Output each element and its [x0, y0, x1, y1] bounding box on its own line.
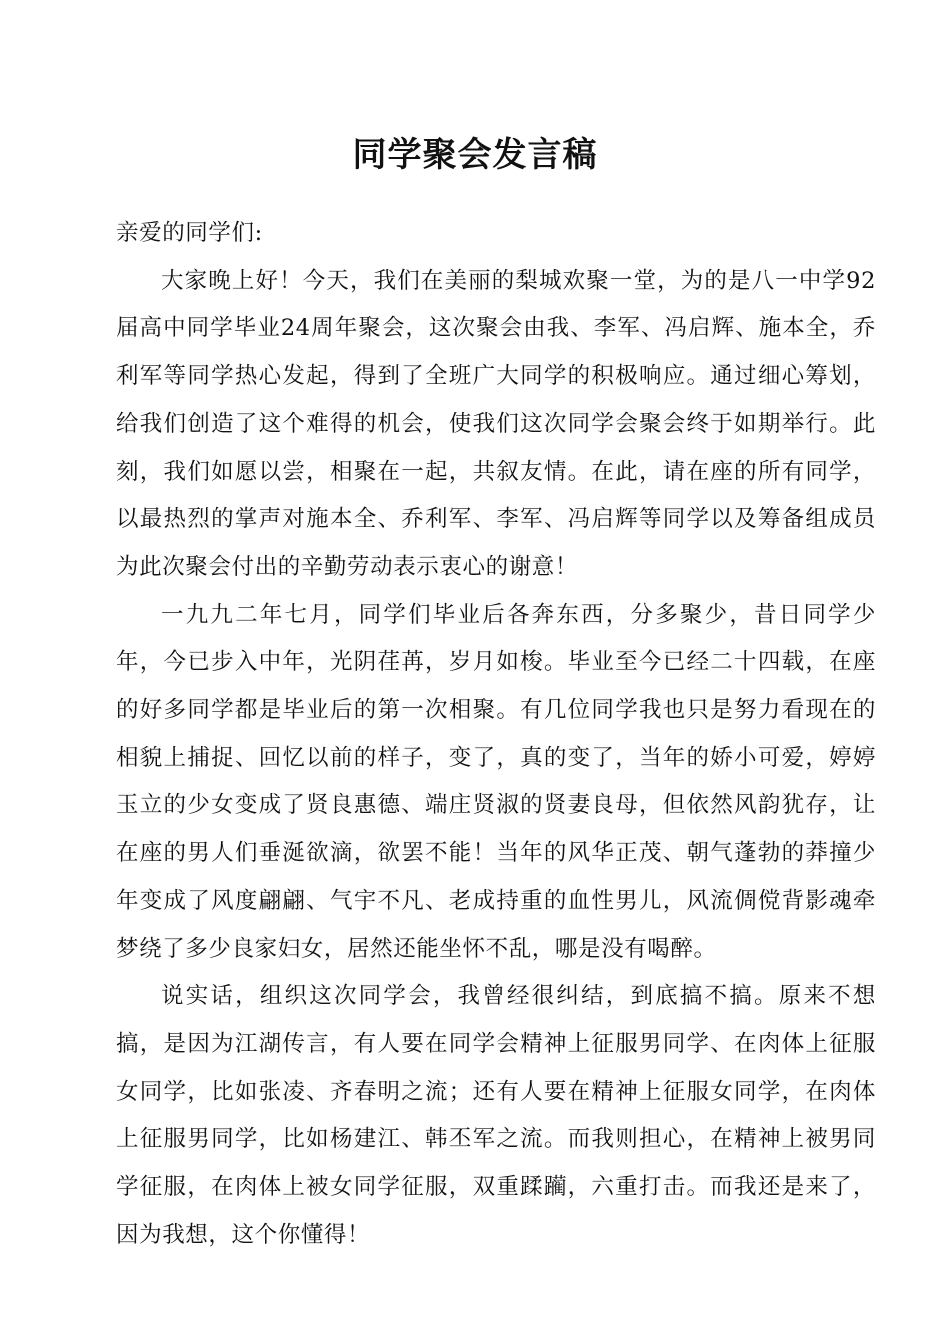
- document-title: 同学聚会发言稿: [352, 134, 598, 175]
- paragraph-3: 说实话，组织这次同学会，我曾经很纠结，到底搞不搞。原来不想搞，是因为江湖传言，有人要在同学会精神上征服男同学、在肉体上征服女同学，比如张凌、齐春明之流；还有人要在精神上征服女同学，在肉体上征服男同学，比如杨建江、韩丕军之流。而我则担心，在精神上被男同学征服，在肉体上被女同学征服，双重蹂躏，六重打击。而我还是来了，因为我想，这个你懂得！: [116, 983, 876, 1248]
- paragraph-2: 一九九二年七月，同学们毕业后各奔东西，分多聚少，昔日同学少年，今已步入中年，光阴荏苒，岁月如梭。毕业至今已经二十四载，在座的好多同学都是毕业后的第一次相聚。有几位同学我也只是努力看现在的相貌上捕捉、回忆以前的样子，变了，真的变了，当年的娇小可爱，婷婷玉立的少女变成了贤良惠德、端庄贤淑的贤妻良母，但依然风韵犹存，让在座的男人们垂涎欲滴，欲罢不能！当年的风华正茂、朝气蓬勃的莽撞少年变成了风度翩翩、气宇不凡、老成持重的血性男儿，风流倜傥背影魂牵梦绕了多少良家妇女，居然还能坐怀不乱，哪是没有喝醉。: [116, 601, 876, 962]
- salutation: 亲爱的同学们:: [116, 220, 263, 246]
- document-body: [116, 210, 876, 1259]
- paragraph-1: 大家晚上好！今天，我们在美丽的梨城欢聚一堂，为的是八一中学92届高中同学毕业24周年聚会，这次聚会由我、李军、冯启辉、施本全，乔利军等同学热心发起，得到了全班广大同学的积极响应。通过细心筹划，给我们创造了这个难得的机会，使我们这次同学会聚会终于如期举行。此刻，我们如愿以尝，相聚在一起，共叙友情。在此，请在座的所有同学，以最热烈的掌声对施本全、乔利军、李军、冯启辉等同学以及筹备组成员为此次聚会付出的辛勤劳动表示衷心的谢意！: [116, 267, 876, 580]
